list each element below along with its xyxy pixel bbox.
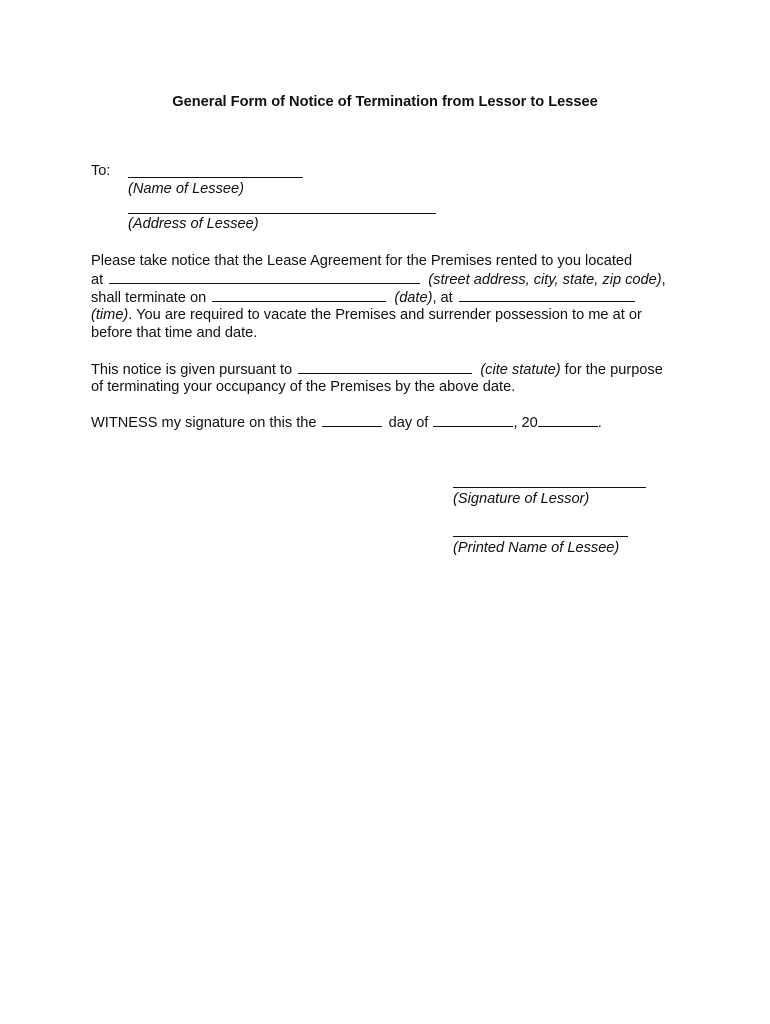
- para1-line4: [91, 306, 642, 324]
- cite-statute-hint: (cite statute): [480, 362, 561, 378]
- witness-line: [91, 413, 602, 432]
- year-prefix: , 20: [513, 415, 538, 431]
- para1-line1: Please take notice that the Lease Agreement for the Premises rented to you located: [91, 253, 633, 269]
- para2-line1: [91, 360, 663, 379]
- pursuant-text: This notice is given pursuant to: [91, 362, 293, 378]
- para1-line2-comma: ,: [661, 272, 666, 288]
- time-hint: (time): [91, 307, 129, 323]
- day-of-text: day of: [388, 415, 429, 431]
- para1-at: at: [91, 272, 104, 288]
- purpose-text: for the purpose: [564, 362, 663, 378]
- month-blank[interactable]: [433, 413, 513, 427]
- para1-line2: [91, 270, 666, 289]
- statute-blank[interactable]: [298, 360, 472, 374]
- vacate-text: . You are required to vacate the Premises and surrender possession to me at or: [128, 307, 642, 323]
- name-of-lessee-caption: (Name of Lessee): [128, 181, 244, 197]
- to-label: To:: [91, 163, 111, 179]
- address-of-lessee-caption: (Address of Lessee): [128, 216, 259, 232]
- termination-time-blank[interactable]: [459, 288, 635, 302]
- witness-text: WITNESS my signature on this the: [91, 415, 317, 431]
- witness-end: .: [597, 415, 602, 431]
- printed-name-caption: (Printed Name of Lessee): [453, 540, 620, 556]
- para2-line2: of terminating your occupancy of the Premises by the above date.: [91, 379, 516, 395]
- year-blank[interactable]: [538, 413, 598, 427]
- terminate-on-text: shall terminate on: [91, 290, 207, 306]
- para1-line5: before that time and date.: [91, 325, 258, 341]
- at-text: , at: [432, 290, 453, 306]
- signature-of-lessor-caption: (Signature of Lessor): [453, 491, 590, 507]
- street-address-blank[interactable]: [109, 270, 420, 284]
- termination-date-blank[interactable]: [212, 288, 386, 302]
- date-hint: (date): [394, 290, 433, 306]
- printed-name-blank[interactable]: [453, 536, 628, 537]
- lessee-name-blank[interactable]: [128, 177, 303, 178]
- lessee-address-blank[interactable]: [128, 213, 436, 214]
- para1-line3: [91, 288, 635, 307]
- street-address-hint: (street address, city, state, zip code): [428, 272, 662, 288]
- document-title: General Form of Notice of Termination from Lessor to Lessee: [172, 94, 598, 110]
- lessor-signature-blank[interactable]: [453, 487, 646, 488]
- day-blank[interactable]: [322, 413, 382, 427]
